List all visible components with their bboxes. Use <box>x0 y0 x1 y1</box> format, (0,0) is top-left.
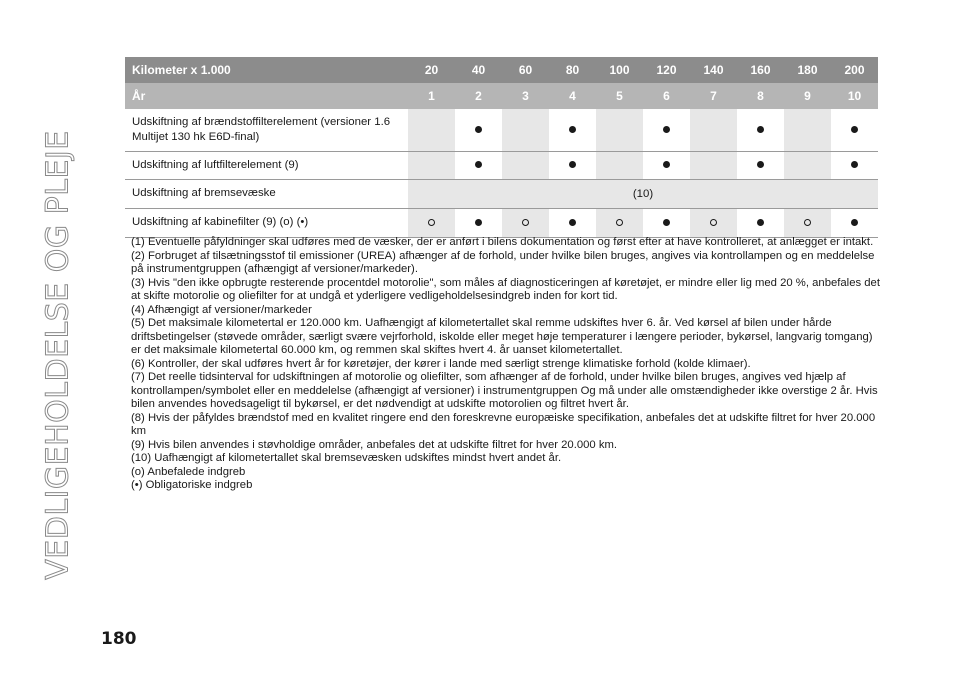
table-row <box>125 208 878 237</box>
recommended-circle-icon <box>616 219 623 226</box>
interval-cell <box>690 208 737 237</box>
interval-cell <box>502 151 549 179</box>
km-value: 80 <box>549 57 596 83</box>
interval-cell <box>737 208 784 237</box>
interval-cell <box>690 109 737 151</box>
page-number: 180 <box>101 629 137 649</box>
year-value: 1 <box>408 83 455 109</box>
km-value: 200 <box>831 57 878 83</box>
year-value: 10 <box>831 83 878 109</box>
table-row <box>125 109 878 151</box>
mandatory-dot-icon <box>663 161 670 168</box>
mandatory-dot-icon <box>475 126 482 133</box>
mandatory-dot-icon <box>757 161 764 168</box>
km-value: 60 <box>502 57 549 83</box>
row-label: Udskiftning af brændstoffilterelement (versioner 1.6 Multijet 130 hk E6D-final) <box>125 109 408 151</box>
year-value: 9 <box>784 83 831 109</box>
interval-cell <box>408 151 455 179</box>
interval-cell <box>549 208 596 237</box>
footnote: (2) Forbruget af tilsætningsstof til emissioner (UREA) afhænger af de forhold, under hvilke bilen bruges, angives via kontrollampen og en meddelelse på instrumentgruppen (afhængigt af versioner/markeder). <box>131 249 875 275</box>
footnote: (6) Kontroller, der skal udføres hvert år for køretøjer, der kører i lande med særligt strenge klimatiske forhold (kolde klimaer). <box>131 357 751 370</box>
km-header-label: Kilometer x 1.000 <box>125 57 408 83</box>
km-header-row <box>125 57 878 83</box>
footnote: (1) Eventuelle påfyldninger skal udføres med de væsker, der er anført i bilens dokumentation og først efter at have kontrolleret, at anlægget er intakt. <box>131 236 874 248</box>
table-row <box>125 179 878 208</box>
km-value: 100 <box>596 57 643 83</box>
footnote: (4) Afhængigt af versioner/markeder <box>131 303 312 316</box>
year-header-label: År <box>125 83 408 109</box>
footnote: (o) Anbefalede indgreb <box>131 465 246 478</box>
footnote: (7) Det reelle tidsinterval for udskiftningen af motorolie og oliefilter, som afhænger af de forhold, under hvilke bilen bruges, angives ved hjælp af kontrollampen/symbolet eller en meddelelse (afhængigt af versioner) i instrumentgruppen Og må under alle omstændigheder ikke overstige 2 år. Hvis bilen anvendes hovedsageligt til bykørsel, er det nødvendigt at udskifte motorolien og filtret hvert år. <box>131 371 878 410</box>
recommended-circle-icon <box>804 219 811 226</box>
interval-cell <box>455 151 502 179</box>
mandatory-dot-icon <box>757 126 764 133</box>
interval-cell <box>549 151 596 179</box>
year-value: 3 <box>502 83 549 109</box>
brake-fluid-interval: (10) <box>408 179 878 208</box>
interval-cell <box>643 151 690 179</box>
row-label: Udskiftning af bremsevæske <box>125 179 408 208</box>
interval-cell <box>408 208 455 237</box>
km-value: 160 <box>737 57 784 83</box>
interval-cell <box>596 151 643 179</box>
interval-cell <box>455 208 502 237</box>
year-value: 7 <box>690 83 737 109</box>
interval-cell <box>831 151 878 179</box>
side-title: VEDLIGEHOLDELSE OG PLEJE <box>40 130 76 580</box>
interval-cell <box>502 208 549 237</box>
mandatory-dot-icon <box>475 161 482 168</box>
interval-cell <box>549 109 596 151</box>
km-value: 180 <box>784 57 831 83</box>
interval-cell <box>737 109 784 151</box>
interval-cell <box>643 208 690 237</box>
recommended-circle-icon <box>710 219 717 226</box>
interval-cell <box>408 109 455 151</box>
interval-cell <box>502 109 549 151</box>
year-value: 8 <box>737 83 784 109</box>
mandatory-dot-icon <box>851 161 858 168</box>
footnote: (9) Hvis bilen anvendes i støvholdige områder, anbefales det at udskifte filtret for hver 20.000 km. <box>131 438 618 451</box>
footnotes <box>131 236 881 493</box>
recommended-circle-icon <box>428 219 435 226</box>
mandatory-dot-icon <box>569 161 576 168</box>
interval-cell <box>643 109 690 151</box>
interval-cell <box>455 109 502 151</box>
interval-cell <box>784 208 831 237</box>
footnote: (3) Hvis "den ikke opbrugte resterende procentdel motorolie", som måles af diagnosticeringen af køretøjet, er mindre eller lig med 20 %, anbefales det at skifte motorolie og oliefilter for at undgå et yderligere vedligeholdelsesindgreb inden for kort tid. <box>131 276 880 302</box>
interval-cell <box>784 109 831 151</box>
interval-cell <box>737 151 784 179</box>
year-header-row <box>125 83 878 109</box>
interval-cell <box>831 109 878 151</box>
footnote: (8) Hvis der påfyldes brændstof med en kvalitet ringere end den foreskrevne europæiske specifikation, anbefales det at udskifte filtret for hver 20.000 km <box>131 411 876 437</box>
recommended-circle-icon <box>522 219 529 226</box>
year-value: 4 <box>549 83 596 109</box>
interval-cell <box>784 151 831 179</box>
footnote: (5) Det maksimale kilometertal er 120.000 km. Uafhængigt af kilometertallet skal remme udskiftes hver 6. år. Ved kørsel af bilen under hårde driftsbetingelser (støvede områder, særligt svære vejrforhold, iskolde eller meget høje temperaturer i længere perioder, bykørsel, langvarig tomgang) er det maksimale kilometertal 60.000 km, og remmen skal skiftes hvert 4. år uanset kilometertallet. <box>131 317 873 356</box>
mandatory-dot-icon <box>663 126 670 133</box>
row-label: Udskiftning af luftfilterelement (9) <box>125 151 408 179</box>
mandatory-dot-icon <box>663 219 670 226</box>
interval-cell <box>831 208 878 237</box>
year-value: 2 <box>455 83 502 109</box>
interval-cell <box>690 151 737 179</box>
mandatory-dot-icon <box>851 219 858 226</box>
mandatory-dot-icon <box>757 219 764 226</box>
km-value: 20 <box>408 57 455 83</box>
mandatory-dot-icon <box>569 126 576 133</box>
mandatory-dot-icon <box>569 219 576 226</box>
year-value: 5 <box>596 83 643 109</box>
km-value: 140 <box>690 57 737 83</box>
maintenance-table <box>125 57 878 238</box>
table-row <box>125 151 878 179</box>
row-label: Udskiftning af kabinefilter (9) (o) (•) <box>125 208 408 237</box>
year-value: 6 <box>643 83 690 109</box>
mandatory-dot-icon <box>851 126 858 133</box>
footnote: (10) Uafhængigt af kilometertallet skal bremsevæsken udskiftes mindst hvert andet år. <box>131 452 562 464</box>
interval-cell <box>596 109 643 151</box>
mandatory-dot-icon <box>475 219 482 226</box>
km-value: 120 <box>643 57 690 83</box>
km-value: 40 <box>455 57 502 83</box>
footnote: (•) Obligatoriske indgreb <box>131 479 253 491</box>
interval-cell <box>596 208 643 237</box>
